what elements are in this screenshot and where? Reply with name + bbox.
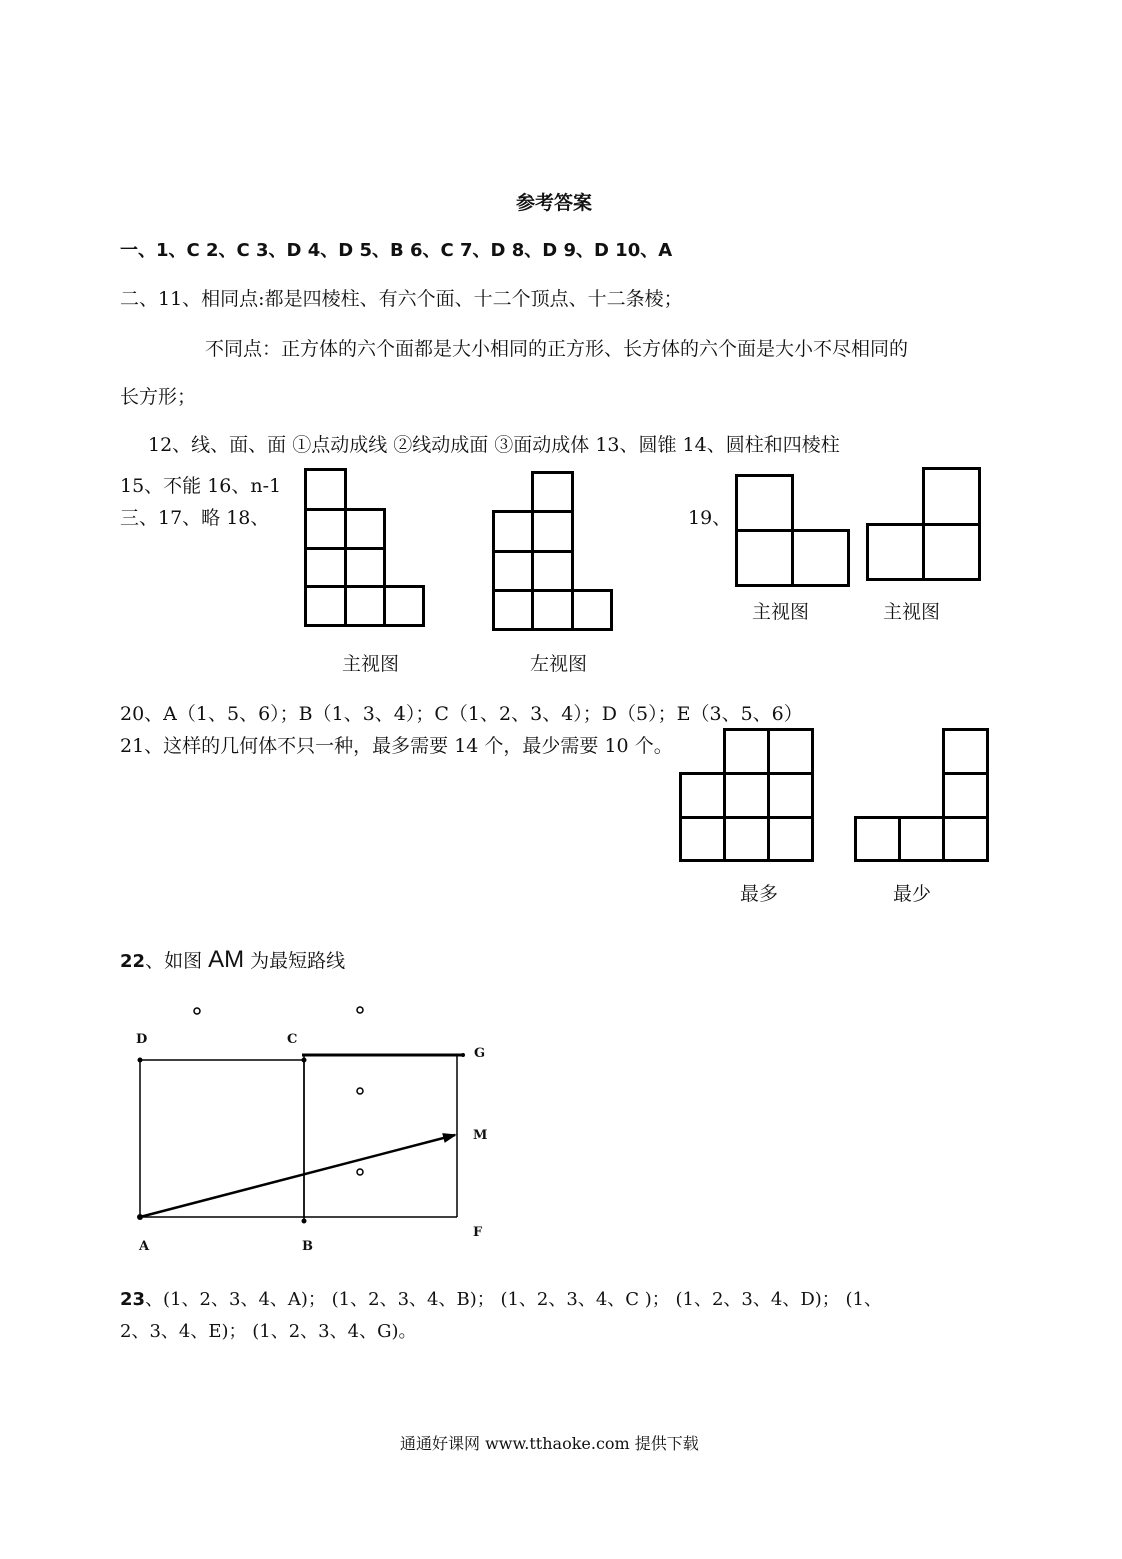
small-circles (194, 1007, 363, 1175)
point-label-b: B (302, 1239, 313, 1254)
q11-same: 二、11、相同点:都是四棱柱、有六个面、十二个顶点、十二条棱； (120, 288, 683, 310)
q22-am: AM (208, 946, 245, 973)
right-face-rectangle (304, 1055, 457, 1221)
q23-line1 (120, 1291, 882, 1309)
q15-16: 15、不能 16、n-1 (120, 475, 282, 497)
q19-caption-2: 主视图 (883, 601, 941, 623)
q21-caption-min: 最少 (893, 883, 932, 905)
q11-diff: 不同点：正方体的六个面都是大小相同的正方形、长方体的六个面是大小不尽相同的 (205, 338, 909, 360)
q11-diff-cont: 长方形； (120, 386, 197, 408)
q19-caption-1: 主视图 (752, 601, 810, 623)
q22-number: 22 (120, 951, 146, 972)
point-label-c: C (287, 1032, 298, 1047)
q12-14: 12、线、面、面 ①点动成线 ②线动成面 ③面动成体 13、圆锥 14、圆柱和四棱柱 (148, 434, 840, 456)
path-am-arrow (140, 1135, 455, 1217)
point-label-f: F (473, 1225, 483, 1240)
point-label-m: M (473, 1128, 488, 1143)
left-face-rectangle (140, 1060, 304, 1217)
q22-heading (120, 948, 345, 972)
q23-line1-text: 、(1、2、3、4、A)； (1、2、3、4、B)； (1、2、3、4、C )； (1、2、3、4、D)； (1、 (145, 1289, 882, 1310)
q21-max-grid (679, 728, 815, 864)
q18-front-view-grid (304, 468, 434, 633)
q19-view-2-grid (866, 467, 984, 582)
q20: 20、A（1、5、6）；B（1、3、4）；C（1、2、3、4）；D（5）；E（3、5、6） (120, 703, 803, 725)
page-title: 参考答案 (516, 192, 593, 214)
footer: 通通好课网 www.tthaoke.com 提供下载 (400, 1434, 699, 1453)
q23-line2: 2、3、4、E)； (1、2、3、4、G)。 (120, 1321, 417, 1342)
q17-18: 三、17、略 18、 (120, 507, 270, 529)
q18-caption-left: 左视图 (530, 653, 588, 675)
vertex-dots (137, 1053, 465, 1224)
q21-caption-max: 最多 (740, 883, 779, 905)
q18-left-view-grid (492, 471, 617, 636)
q22-text-b: 为最短路线 (244, 950, 346, 972)
point-label-g: G (474, 1046, 486, 1061)
q19-label: 19、 (688, 507, 732, 529)
q22-text-a: 、如图 (145, 950, 209, 972)
point-label-a: A (139, 1239, 150, 1254)
q21-min-grid (854, 728, 990, 864)
q19-view-1-grid (735, 474, 853, 589)
point-label-d: D (136, 1032, 148, 1047)
section1-answers: 一、1、C 2、C 3、D 4、D 5、B 6、C 7、D 8、D 9、D 10、A (120, 240, 673, 261)
q23-number: 23 (120, 1289, 146, 1310)
q18-caption-front: 主视图 (342, 653, 400, 675)
q21: 21、这样的几何体不只一种，最多需要 14 个，最少需要 10 个。 (120, 735, 673, 757)
